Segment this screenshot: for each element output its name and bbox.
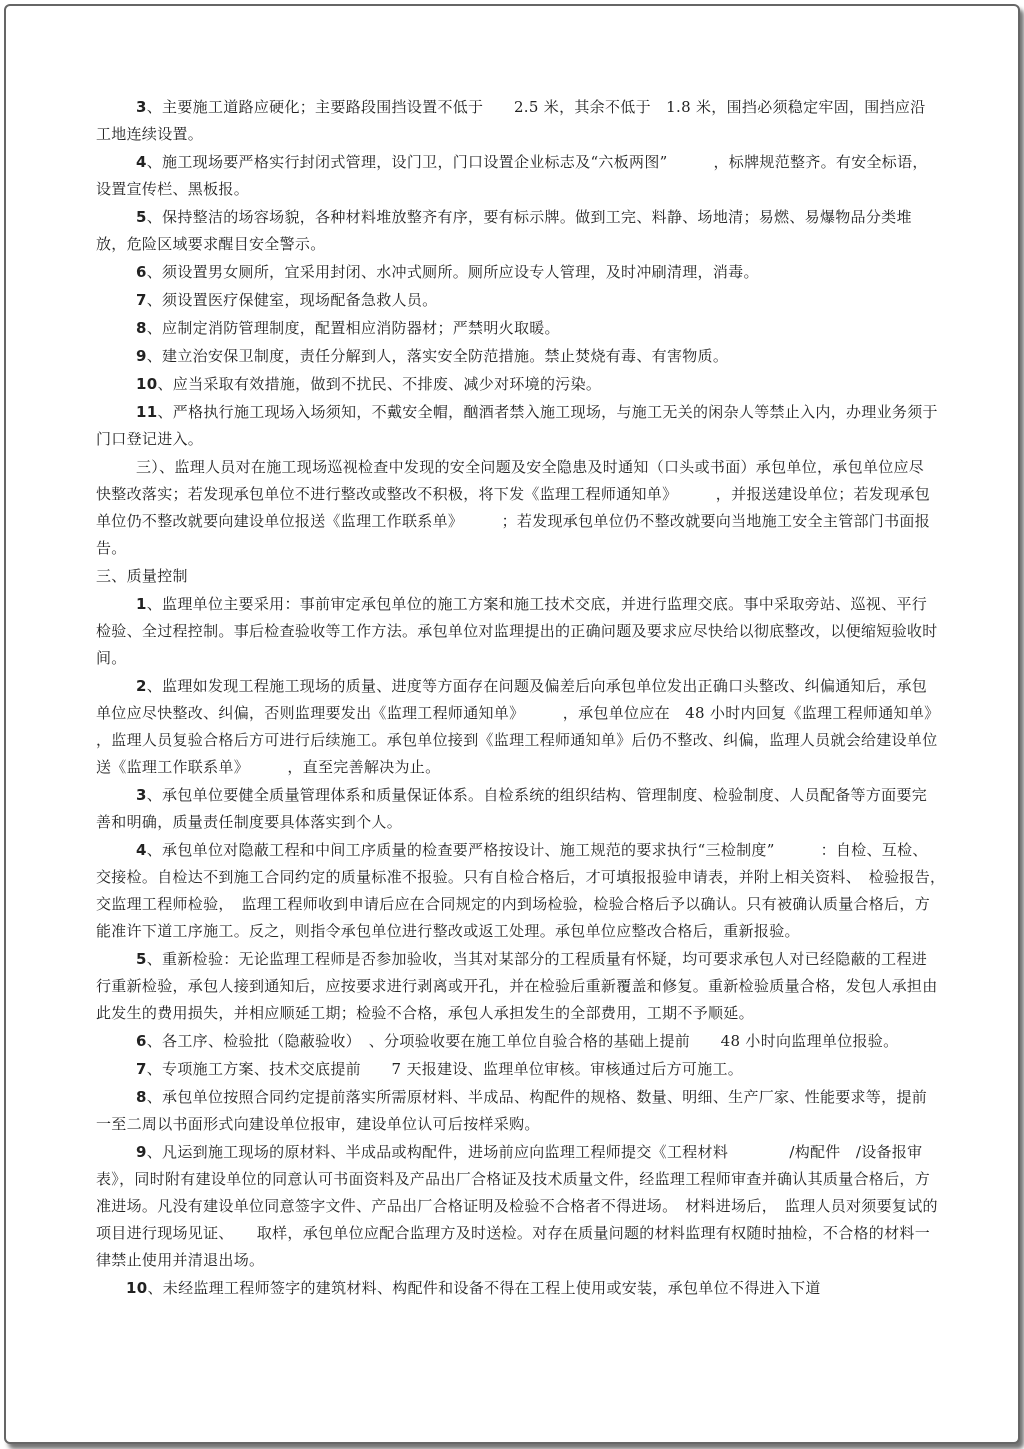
paragraph-quality-1 — [96, 591, 938, 672]
document-body — [96, 94, 954, 1303]
paragraph-item-4 — [96, 149, 938, 203]
paragraph-notice — [96, 454, 938, 562]
paragraph-item-8 — [96, 315, 938, 342]
paragraph-item-9 — [96, 343, 938, 370]
paragraph-text: 、承包单位按照合同约定提前落实所需原材料、半成品、构配件的规格、数量、明细、生产厂家、性能要求等，提前一至二周以书面形式向建设单位报审，建设单位认可后按样采购。 — [96, 1088, 928, 1133]
paragraph-quality-5 — [96, 946, 938, 1027]
paragraph-item-5 — [96, 204, 938, 258]
item-number: 8 — [136, 1088, 147, 1106]
paragraph-quality-6 — [96, 1028, 938, 1055]
paragraph-text: 、承包单位要健全质量管理体系和质量保证体系。自检系统的组织结构、管理制度、检验制度、人员配备等方面要完善和明确，质量责任制度要具体落实到个人。 — [96, 786, 928, 831]
paragraph-text: 、重新检验：无论监理工程师是否参加验收，当其对某部分的工程质量有怀疑，均可要求承包人对已经隐蔽的工程进行重新检验，承包人接到通知后，应按要求进行剥离或开孔，并在检验后重新覆盖和修复。重新检验质量合格，发包人承担由此发生的费用损失，并相应顺延工期；检验不合格，承包人承担发生的全部费用，工期不予顺延。 — [96, 950, 938, 1022]
paragraph-text: 、凡运到施工现场的原材料、半成品或构配件，进场前应向监理工程师提交《工程材料 /构配件 /设备报审表》，同时附有建设单位的同意认可书面资料及产品出厂合格证及技术质量文件，经监理工程师审查并确认其质量合格后，方准进场。凡没有建设单位同意签字文件、产品出厂合格证明及检验不合格者不得进场。 材料进场后， 监理人员对须要复试的项目进行现场见证、 取样，承包单位应配合监理方及时送检。对存在质量问题的材料监理有权随时抽检，不合格的材料一律禁止使用并清退出场。 — [96, 1143, 938, 1269]
item-number: 1 — [136, 595, 147, 613]
item-number: 5 — [136, 208, 147, 226]
paragraph-quality-4 — [96, 837, 954, 945]
section-heading — [96, 563, 938, 590]
paragraph-item-10 — [96, 371, 938, 398]
paragraph-text: 、须设置男女厕所，宜采用封闭、水冲式厕所。厕所应设专人管理，及时冲刷清理，消毒。 — [146, 263, 759, 281]
item-number: 9 — [136, 1143, 147, 1161]
paragraph-text: 、主要施工道路应硬化；主要路段围挡设置不低于 2.5 米，其余不低于 1.8 米，围挡必须稳定牢固，围挡应沿工地连续设置。 — [96, 98, 926, 143]
item-number: 4 — [136, 841, 147, 859]
item-number: 9 — [136, 347, 147, 365]
paragraph-quality-3 — [96, 782, 938, 836]
item-number: 4 — [136, 153, 147, 171]
item-number: 2 — [136, 677, 147, 695]
paragraph-item-3 — [96, 94, 938, 148]
paragraph-text: 、未经监理工程师签字的建筑材料、构配件和设备不得在工程上使用或安装，承包单位不得进入下道 — [147, 1279, 821, 1297]
section-title: 三、质量控制 — [96, 567, 188, 585]
item-number: 7 — [136, 1060, 147, 1078]
paragraph-item-6 — [96, 259, 938, 286]
paragraph-text: 、应当采取有效措施，做到不扰民、不排废、减少对环境的污染。 — [157, 375, 602, 393]
paragraph-text: 、监理单位主要采用：事前审定承包单位的施工方案和施工技术交底，并进行监理交底。事中采取旁站、巡视、平行检验、全过程控制。事后检查验收等工作方法。承包单位对监理提出的正确问题及要求应尽快给以彻底整改，以便缩短验收时间。 — [96, 595, 938, 667]
paragraph-quality-8 — [96, 1084, 938, 1138]
item-number: 11 — [136, 403, 158, 421]
paragraph-quality-10 — [96, 1275, 938, 1302]
paragraph-text: 三）、监理人员对在施工现场巡视检查中发现的安全问题及安全隐患及时通知（口头或书面）承包单位，承包单位应尽快整改落实；若发现承包单位不进行整改或整改不积极，将下发《监理工程师通知单》 ，并报送建设单位；若发现承包单位仍不整改就要向建设单位报送《监理工作联系单》 ；若发现承包单位仍不整改就要向当地施工安全主管部门书面报告。 — [96, 458, 931, 557]
item-number: 7 — [136, 291, 147, 309]
paragraph-text: 、保持整洁的场容场貌，各种材料堆放整齐有序，要有标示牌。做到工完、料静、场地清；易燃、易爆物品分类堆放，危险区域要求醒目安全警示。 — [96, 208, 912, 253]
item-number: 6 — [136, 1032, 147, 1050]
paragraph-item-11 — [96, 399, 938, 453]
paragraph-text: 、应制定消防管理制度，配置相应消防器材；严禁明火取暖。 — [146, 319, 560, 337]
item-number: 6 — [136, 263, 147, 281]
paragraph-item-7 — [96, 287, 938, 314]
item-number: 10 — [136, 375, 158, 393]
item-number: 3 — [136, 786, 147, 804]
item-number: 5 — [136, 950, 147, 968]
paragraph-text: 、建立治安保卫制度，责任分解到人，落实安全防范措施。禁止焚烧有毒、有害物质。 — [146, 347, 729, 365]
paragraph-text: 、须设置医疗保健室，现场配备急救人员。 — [146, 291, 438, 309]
paragraph-quality-2 — [96, 673, 948, 781]
item-number: 3 — [136, 98, 147, 116]
paragraph-quality-9 — [96, 1139, 938, 1274]
item-number: 10 — [126, 1279, 148, 1297]
paragraph-text: 、承包单位对隐蔽工程和中间工序质量的检查要严格按设计、施工规范的要求执行“三检制度” ：自检、互检、交接检。自检达不到施工合同约定的质量标准不报验。只有自检合格后，才可填报报验申请表，并附上相关资料、 检验报告， 交监理工程师检验， 监理工程师收到申请后应在合同规定的内到场检验，检验合格后予以确认。只有被确认质量合格后，方能准许下道工序施工。反之，则指令承包单位进行整改或返工处理。承包单位应整改合格后，重新报验。 — [96, 841, 954, 940]
paragraph-text: 、监理如发现工程施工现场的质量、进度等方面存在问题及偏差后向承包单位发出正确口头整改、纠偏通知后，承包单位应尽快整改、纠偏，否则监理要发出《监理工程师通知单》 ，承包单位应在 48 小时内回复《监理工程师通知单》 ，监理人员复验合格后方可进行后续施工。承包单位接到《监理工程师通知单》后仍不整改、纠偏，监理人员就会给建设单位送《监理工作联系单》 ，直至完善解决为止。 — [96, 677, 948, 776]
paragraph-quality-7 — [96, 1056, 938, 1083]
paragraph-text: 、严格执行施工现场入场须知，不戴安全帽，酗酒者禁入施工现场，与施工无关的闲杂人等禁止入内，办理业务须于门口登记进入。 — [96, 403, 938, 448]
paragraph-text: 、施工现场要严格实行封闭式管理，设门卫，门口设置企业标志及“六板两图” ，标牌规范整齐。有安全标语，设置宣传栏、黑板报。 — [96, 153, 928, 198]
paragraph-text: 、各工序、检验批（隐蔽验收） 、分项验收要在施工单位自验合格的基础上提前 48 小时向监理单位报验。 — [146, 1032, 899, 1050]
paragraph-text: 、专项施工方案、技术交底提前 7 天报建设、监理单位审核。审核通过后方可施工。 — [146, 1060, 744, 1078]
item-number: 8 — [136, 319, 147, 337]
